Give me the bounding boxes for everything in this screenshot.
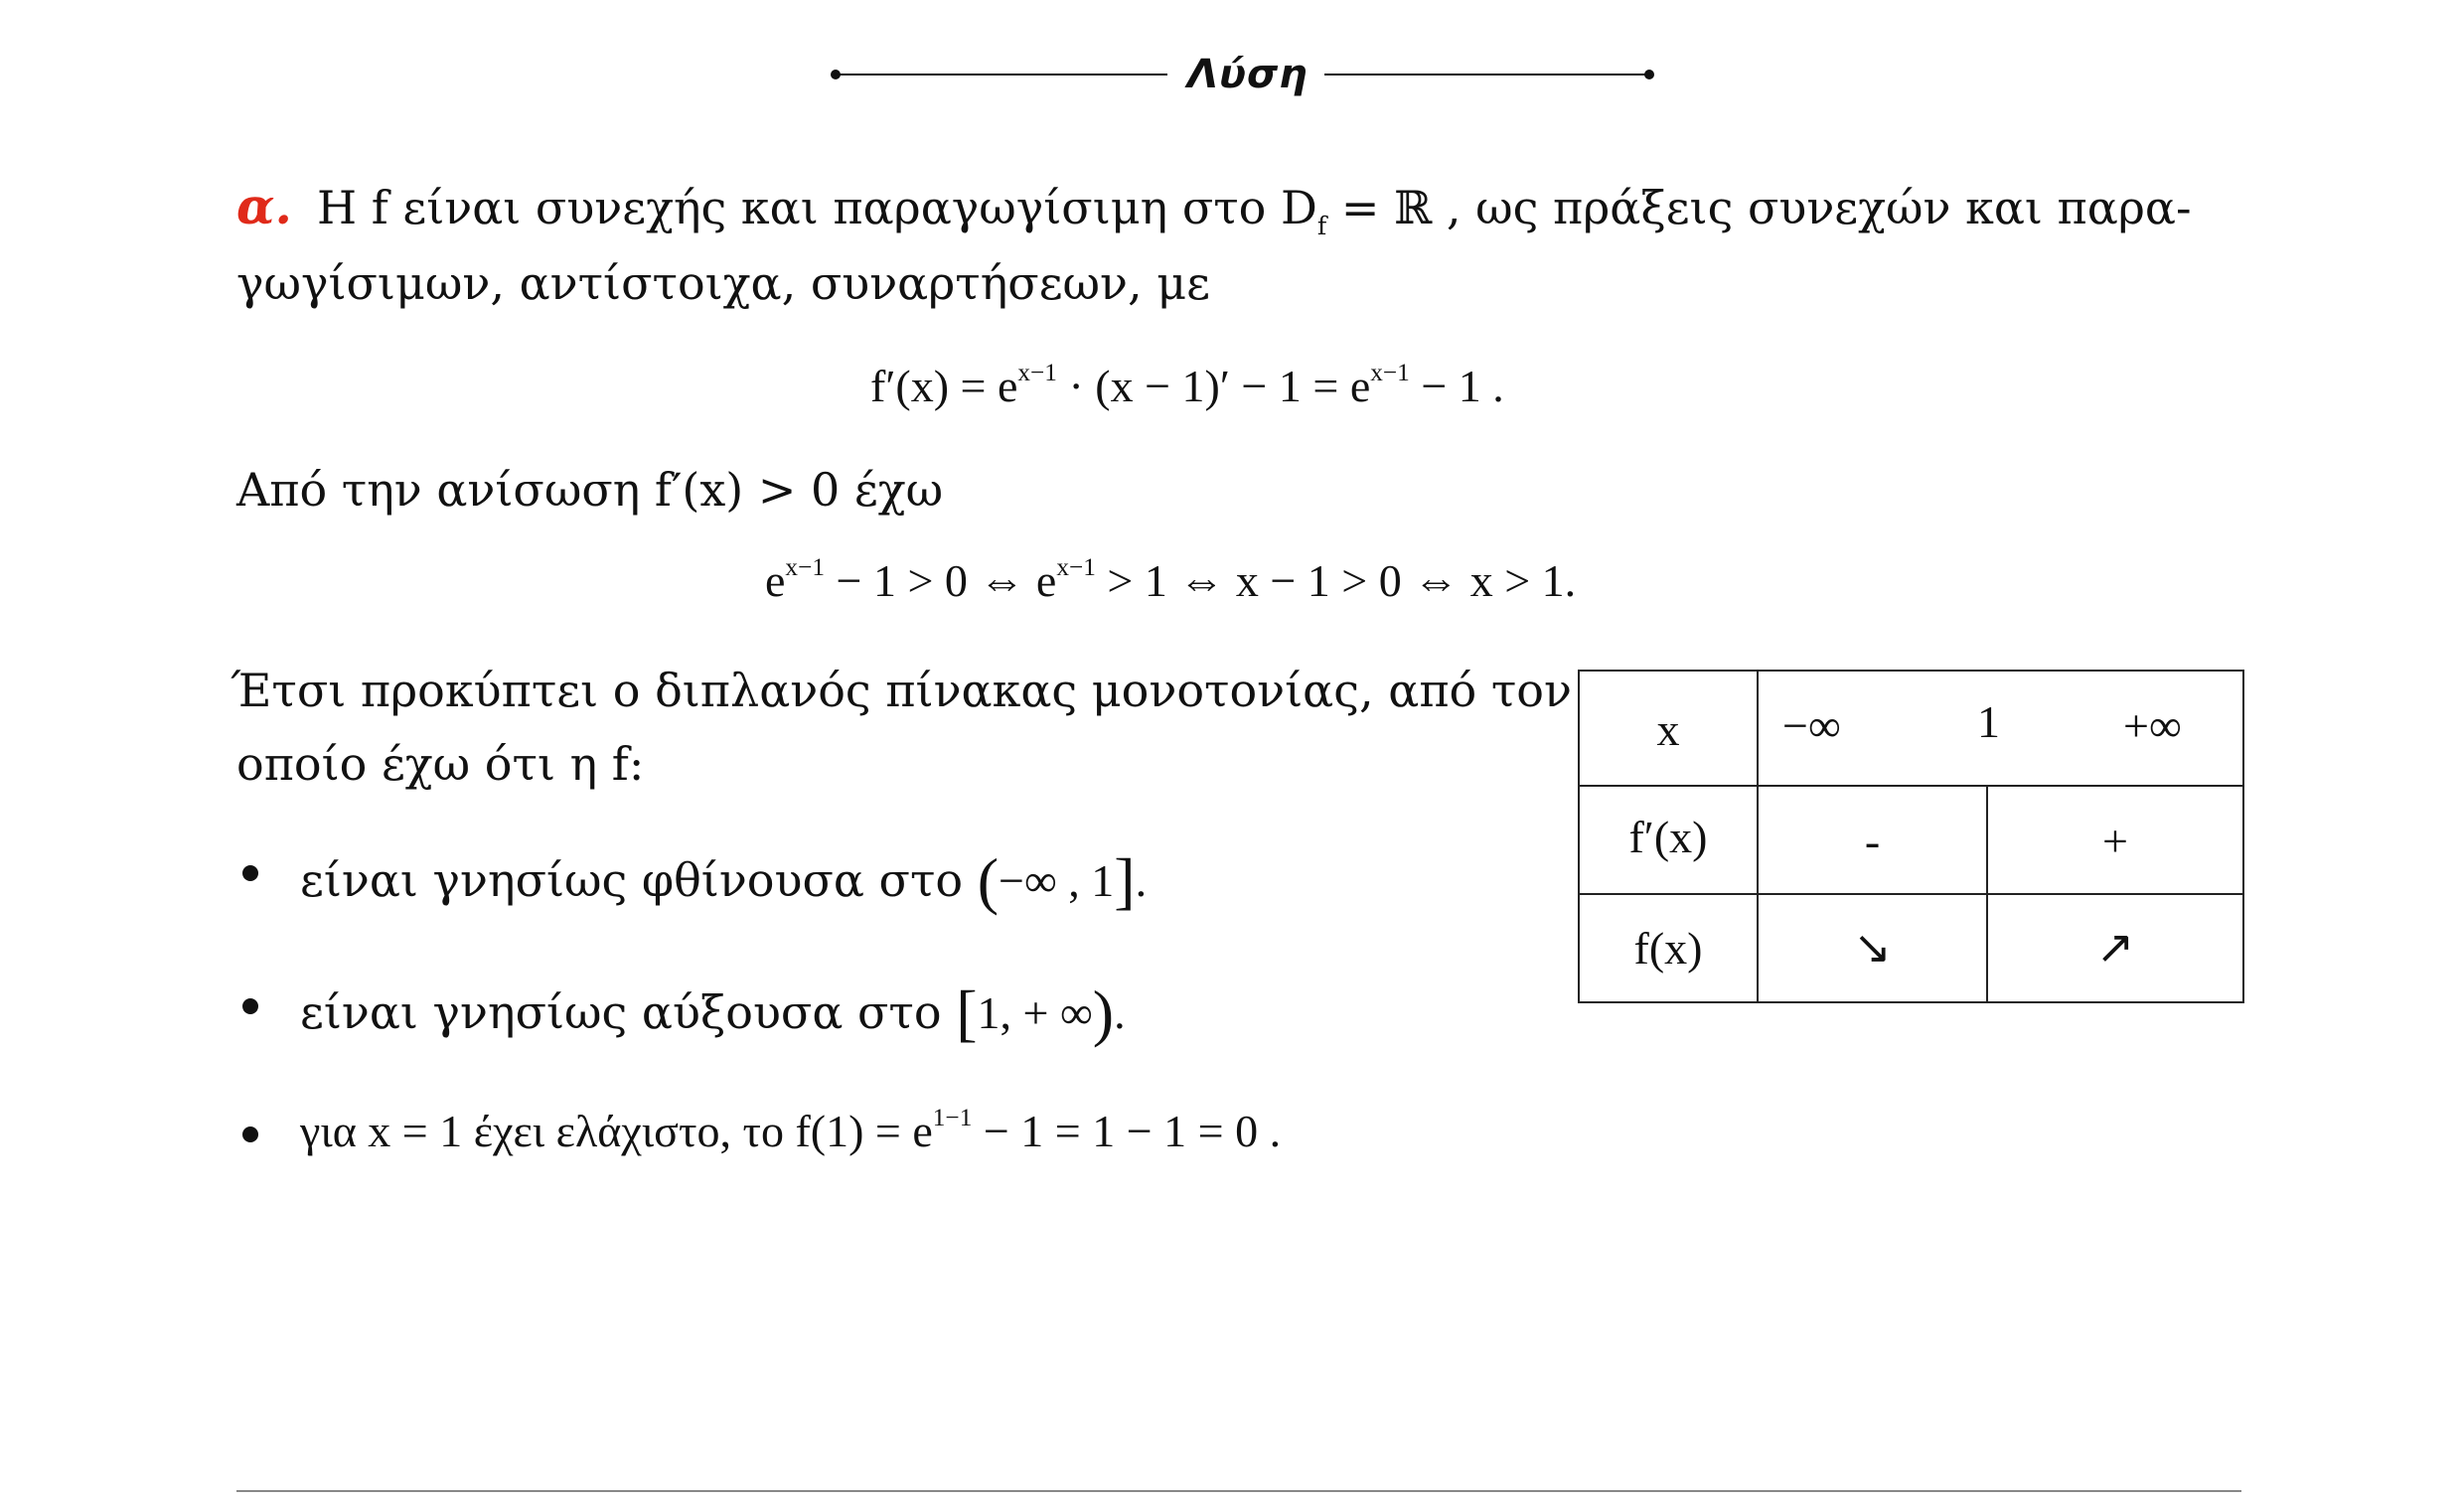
bullet-dot-1 bbox=[242, 865, 258, 881]
table-row-label-function: f(x) bbox=[1633, 923, 1703, 974]
table-sign-negative: - bbox=[1864, 816, 1881, 866]
table-x-one: 1 bbox=[1977, 696, 2000, 747]
paragraph-intro bbox=[236, 177, 2192, 241]
table-row-label-derivative: f′(x) bbox=[1628, 812, 1708, 862]
inequality-solution: $e^{x-1} - 1 > 0$ ⇔ $e^{x-1} > 1$ ⇔ x − 1 > 0 ⇔ x > 1. bbox=[765, 552, 1577, 606]
bullet-minimum: για x = 1 έχει ελάχιστο, το $f(1) = e^{1-1} - 1 = 1 - 1 = 0$ . bbox=[300, 1103, 1282, 1156]
header-right-rule bbox=[1324, 74, 1652, 75]
part-label: α. bbox=[236, 177, 292, 235]
bullet-dot-2 bbox=[242, 998, 258, 1014]
bullet-decreasing: είναι γνησίως φθίνουσα στο (−∞ , 1]. bbox=[300, 845, 1148, 916]
table-row-divider-1 bbox=[1578, 785, 2244, 787]
table-arrow-increasing: ↗ bbox=[2095, 920, 2135, 974]
intro-line-1: Η f είναι συνεχής και παραγωγίσιμη στο $D_f$ = ℝ , ως πράξεις συνεχών και παρα- bbox=[316, 181, 2192, 241]
conclusion-line-2: οποίο έχω ότι η f: bbox=[236, 737, 645, 791]
footer-rule bbox=[236, 1490, 2241, 1492]
table-row-label-x: x bbox=[1656, 704, 1680, 755]
conclusion-line-1: Έτσι προκύπτει ο διπλανός πίνακας μονοτονίας, από τον bbox=[231, 664, 1572, 717]
bullet-increasing: είναι γνησίως αύξουσα στο [1, + ∞). bbox=[300, 977, 1126, 1048]
table-sign-positive: + bbox=[2102, 816, 2128, 866]
table-arrow-decreasing: ↘ bbox=[1853, 920, 1892, 974]
header-right-dot bbox=[1644, 70, 1654, 79]
table-row-divider-2 bbox=[1578, 893, 2244, 895]
derivative-equation: $f'(x) = e^{x-1} \cdot (x - 1)' - 1 = e^{x-1} - 1$ . bbox=[870, 358, 1504, 411]
table-x-plus-infinity: +∞ bbox=[2123, 700, 2182, 751]
section-title: Λύση bbox=[1187, 52, 1309, 97]
bullet-dot-3 bbox=[242, 1126, 258, 1142]
inequality-line: Από την ανίσωση f′(x) > 0 έχω bbox=[236, 463, 944, 517]
intro-line-2: γωγίσιμων, αντίστοιχα, συναρτήσεων, με bbox=[236, 256, 1210, 310]
table-x-minus-infinity: −∞ bbox=[1782, 700, 1841, 751]
header-left-rule bbox=[835, 74, 1167, 75]
